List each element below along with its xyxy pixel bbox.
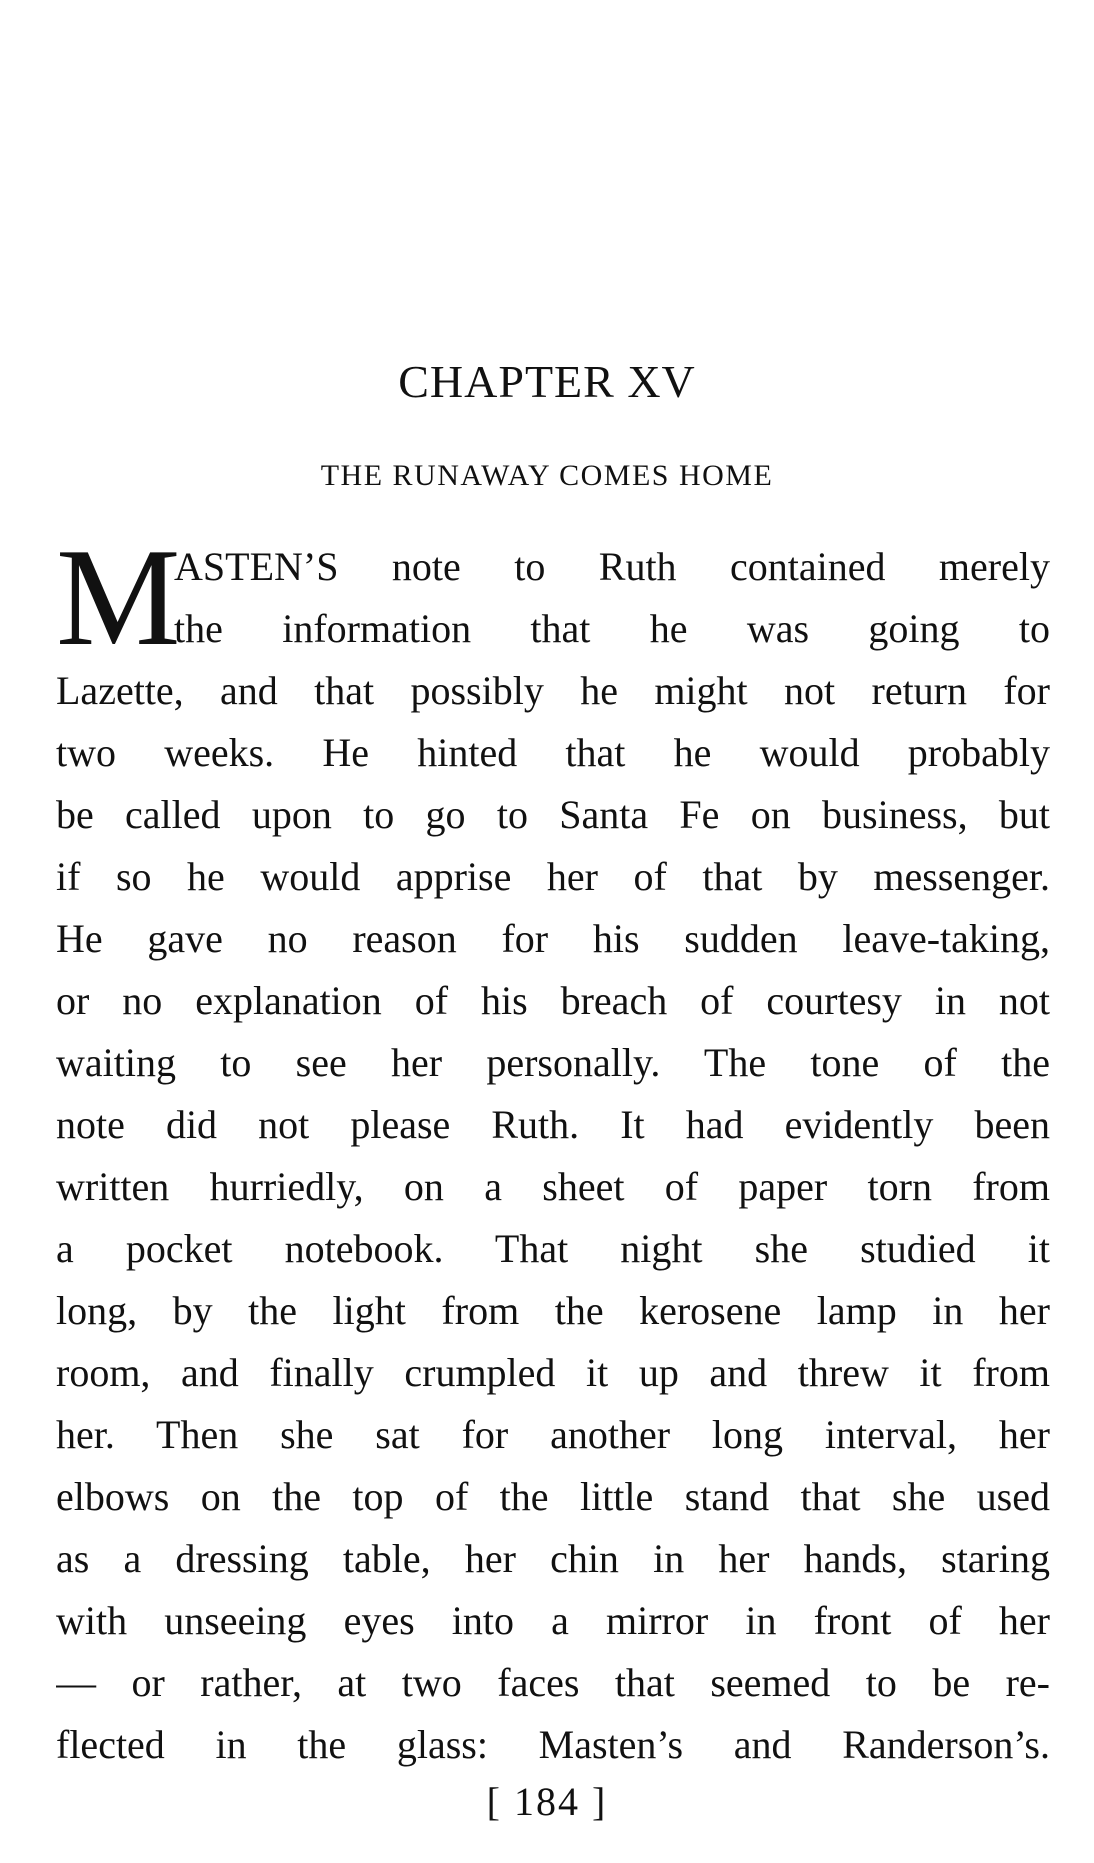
text-line: waiting to see her personally. The tone of the <box>56 1040 1050 1085</box>
text-line: be called upon to go to Santa Fe on business, but <box>56 792 1050 837</box>
text-line: a pocket notebook. That night she studied it <box>56 1226 1050 1271</box>
text-line: or no explanation of his breach of courtesy in not <box>56 978 1050 1023</box>
drop-cap: M <box>56 520 181 675</box>
chapter-title: CHAPTER XV <box>398 356 696 407</box>
text-line: elbows on the top of the little stand that she used <box>56 1474 1050 1519</box>
text-line: He gave no reason for his sudden leave-taking, <box>56 916 1050 961</box>
text-line: — or rather, at two faces that seemed to be re- <box>56 1660 1050 1705</box>
chapter-body <box>56 520 1050 1776</box>
text-line: ASTEN’S note to Ruth contained merely <box>174 544 1050 589</box>
text-line: if so he would apprise her of that by messenger. <box>56 854 1050 899</box>
text-line: written hurriedly, on a sheet of paper torn from <box>56 1164 1050 1209</box>
text-line: with unseeing eyes into a mirror in front of her <box>56 1598 1050 1643</box>
text-line: her. Then she sat for another long interval, her <box>56 1412 1050 1457</box>
text-line: note did not please Ruth. It had evidently been <box>56 1102 1050 1147</box>
text-line: as a dressing table, her chin in her hands, staring <box>56 1536 1050 1581</box>
text-line: Lazette, and that possibly he might not return for <box>56 668 1050 713</box>
page-number: [ 184 ] <box>486 1779 608 1824</box>
text-line: flected in the glass: Masten’s and Randerson’s. <box>56 1722 1050 1767</box>
chapter-subtitle: THE RUNAWAY COMES HOME <box>320 459 774 492</box>
text-line: two weeks. He hinted that he would probably <box>56 730 1050 775</box>
text-line: the information that he was going to <box>174 606 1050 651</box>
text-line: room, and finally crumpled it up and threw it from <box>56 1350 1050 1395</box>
text-line: long, by the light from the kerosene lamp in her <box>56 1288 1050 1333</box>
